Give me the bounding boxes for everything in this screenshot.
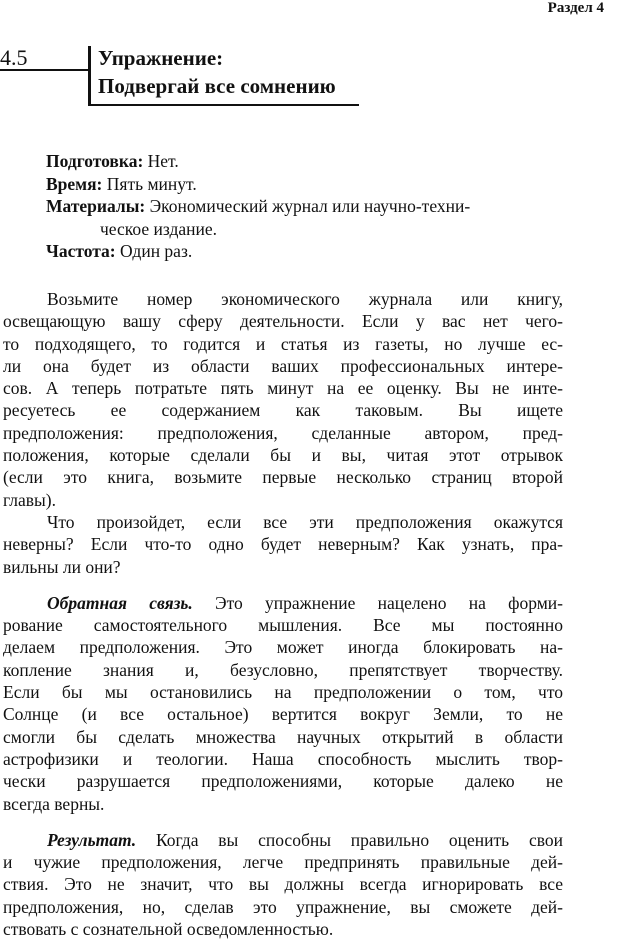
paragraph-instructions xyxy=(3,288,563,511)
exercise-meta xyxy=(46,150,566,263)
meta-label: Материалы: xyxy=(46,196,146,216)
text-line: главы). xyxy=(3,489,57,510)
text-line: Возьмите номер экономического журнала или книгу, xyxy=(47,289,563,309)
section-label: Раздел 4 xyxy=(547,0,604,16)
heading-rule xyxy=(0,69,88,71)
body-text xyxy=(3,288,563,940)
text-line: смогли бы сделать множества научных открытий в области xyxy=(3,726,563,747)
text-line xyxy=(3,829,563,851)
meta-value: Экономический журнал или научно-техни- xyxy=(145,196,471,216)
meta-preparation xyxy=(46,150,566,173)
meta-frequency xyxy=(46,240,566,263)
text-line: Что произойдет, если все эти предположения окажутся xyxy=(47,511,563,532)
heading-vertical-bar xyxy=(88,46,91,106)
text-line: освещающую вашу сферу деятельности. Если у вас нет чего- xyxy=(3,311,563,332)
title-line-1: Упражнение: xyxy=(98,46,224,70)
text-line: чески разрушается предположениями, которые далеко не xyxy=(3,771,563,792)
result-lead: Результат. xyxy=(47,829,137,850)
exercise-number: 4.5 xyxy=(0,45,28,70)
result-first-line: Когда вы способны правильно оценить свои xyxy=(136,829,563,850)
paragraph-gap xyxy=(3,578,563,592)
title-underline xyxy=(91,104,359,106)
meta-label: Частота: xyxy=(46,241,116,261)
text-line: делаем предположения. Это может иногда блокировать на- xyxy=(3,637,563,658)
text-line: ресуетесь ее содержанием как таковым. Вы ищете xyxy=(3,400,563,421)
text-line: предположения, но, сделав это упражнение, вы сможете дей- xyxy=(3,896,563,917)
text-line: ли она будет из области ваших профессиональных интере- xyxy=(3,355,563,376)
exercise-title xyxy=(98,44,336,100)
text-line: предположения: предположения, сделанные автором, пред- xyxy=(3,422,563,443)
meta-value: Пять минут. xyxy=(102,173,197,194)
text-line: вильны ли они? xyxy=(3,556,121,577)
meta-label: Время: xyxy=(46,173,103,194)
text-line: ствия. Это не значит, что вы должны всегда игнорировать все xyxy=(3,874,563,895)
paragraph-questions xyxy=(3,511,563,578)
text-line: и чужие предположения, легче предпринять правильные дей- xyxy=(3,852,563,873)
text-line: то подходящего, то годится и статья из газеты, но лучше ес- xyxy=(3,333,563,354)
meta-value: Один раз. xyxy=(115,241,193,261)
text-line: положения, которые сделали бы и вы, читая этот отрывок xyxy=(3,445,563,466)
text-line: копление знания и, безусловно, препятствует творчеству. xyxy=(3,659,563,680)
paragraph-feedback xyxy=(3,592,563,815)
paragraph-gap xyxy=(3,815,563,829)
text-line: (если это книга, возьмите первые несколько страниц второй xyxy=(3,467,563,488)
text-line: Если бы мы остановились на предположении о том, что xyxy=(3,682,563,703)
text-line: астрофизики и теологии. Наша способность мыслить твор- xyxy=(3,748,563,769)
feedback-lines xyxy=(3,614,563,815)
feedback-first-line: Это упражнение нацелено на форми- xyxy=(192,592,563,613)
meta-label: Подготовка: xyxy=(46,151,144,171)
meta-value: Нет. xyxy=(143,151,179,171)
text-line: рование самостоятельного мышления. Все мы постоянно xyxy=(3,615,563,636)
paragraph-result xyxy=(3,829,563,940)
title-line-2: Подвергай все сомнению xyxy=(98,74,336,98)
meta-time xyxy=(46,173,566,196)
text-line: неверны? Если что-то одно будет неверным? Как узнать, пра- xyxy=(3,534,563,555)
feedback-lead: Обратная связь. xyxy=(47,592,193,613)
text-line xyxy=(3,592,563,614)
text-line: сов. А теперь потратьте пять минут на ее оценку. Вы не инте- xyxy=(3,378,563,399)
meta-materials xyxy=(46,195,566,218)
result-lines xyxy=(3,851,563,940)
text-line: Солнце (и все остальное) вертится вокруг Земли, то не xyxy=(3,704,563,725)
text-line: всегда верны. xyxy=(3,793,105,814)
text-line: ствовать с сознательной осведомленностью. xyxy=(3,919,334,940)
meta-materials-cont: ческое издание. xyxy=(100,218,217,239)
